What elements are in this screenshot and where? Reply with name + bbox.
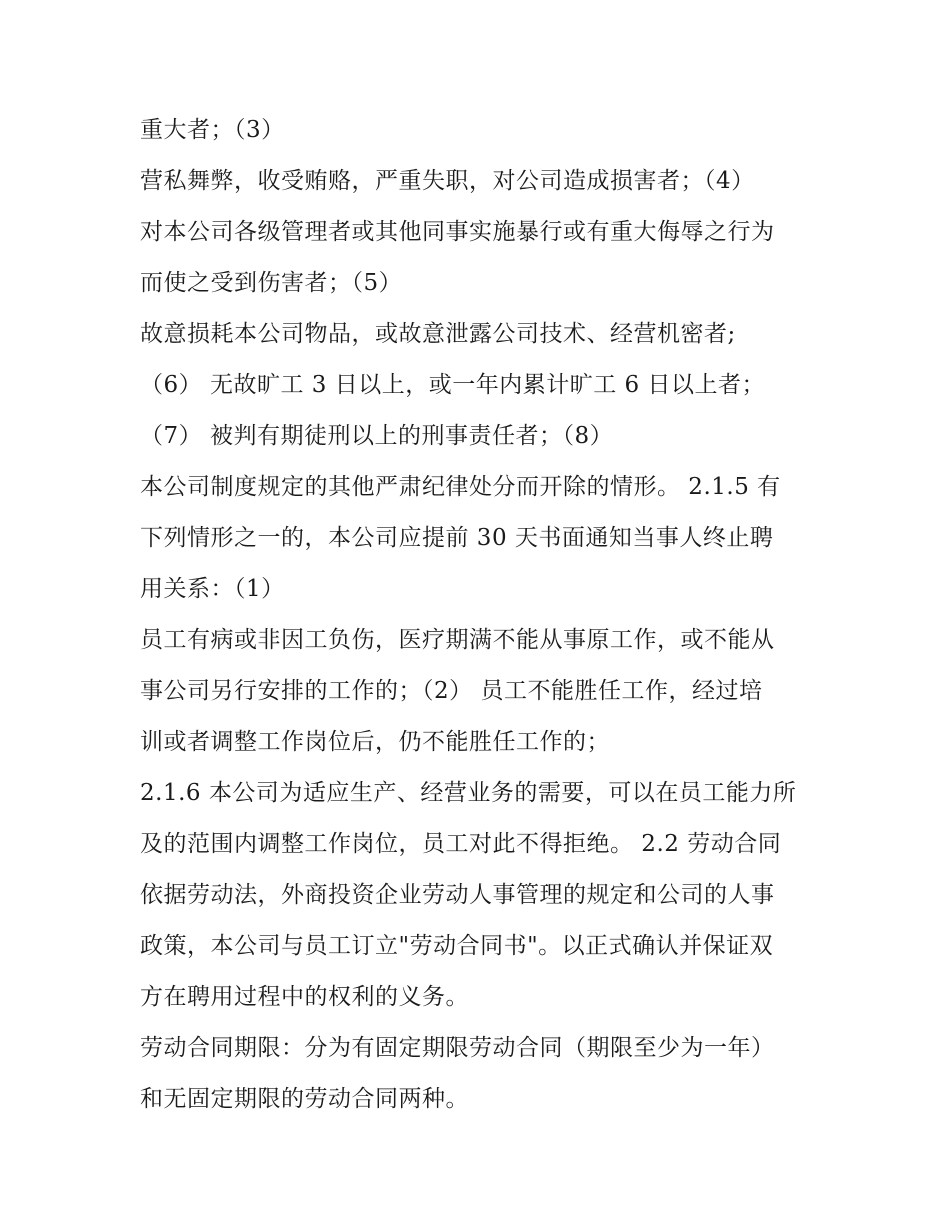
text-line: 故意损耗本公司物品，或故意泄露公司技术、经营机密者; — [140, 321, 736, 347]
text-line: 事公司另行安排的工作的；（2） 员工不能胜任工作，经过培 — [140, 678, 763, 704]
text-line: 方在聘用过程中的权利的义务。 — [140, 984, 469, 1010]
text-line: 下列情形之一的，本公司应提前 30 天书面通知当事人终止聘 — [140, 525, 774, 551]
document-body — [140, 105, 830, 1125]
text-line: 员工有病或非因工负伤，医疗期满不能从事原工作，或不能从 — [140, 627, 775, 653]
text-line: （6） 无故旷工 3 日以上，或一年内累计旷工 6 日以上者； — [140, 372, 765, 398]
text-line: 政策，本公司与员工订立"劳动合同书"。以正式确认并保证双 — [140, 933, 774, 959]
text-line: 训或者调整工作岗位后，仍不能胜任工作的； — [140, 729, 610, 755]
text-line: 营私舞弊，收受贿赂，严重失职，对公司造成损害者；（4） — [140, 168, 755, 194]
text-line: 对本公司各级管理者或其他同事实施暴行或有重大侮辱之行为 — [140, 219, 775, 245]
text-line: 及的范围内调整工作岗位，员工对此不得拒绝。 2.2 劳动合同 — [140, 831, 782, 857]
text-line: （7） 被判有期徒刑以上的刑事责任者；（8） — [140, 423, 614, 449]
text-line: 用关系：（1） — [140, 576, 285, 602]
text-line: 而使之受到伤害者；（5） — [140, 270, 403, 296]
text-line: 劳动合同期限：分为有固定期限劳动合同（期限至少为一年） — [140, 1035, 775, 1061]
text-line: 和无固定期限的劳动合同两种。 — [140, 1086, 469, 1112]
text-line: 依据劳动法，外商投资企业劳动人事管理的规定和公司的人事 — [140, 882, 775, 908]
text-line: 2.1.6 本公司为适应生产、经营业务的需要，可以在员工能力所 — [140, 780, 797, 806]
text-line: 重大者；（3） — [140, 117, 285, 143]
text-line: 本公司制度规定的其他严肃纪律处分而开除的情形。 2.1.5 有 — [140, 474, 781, 500]
